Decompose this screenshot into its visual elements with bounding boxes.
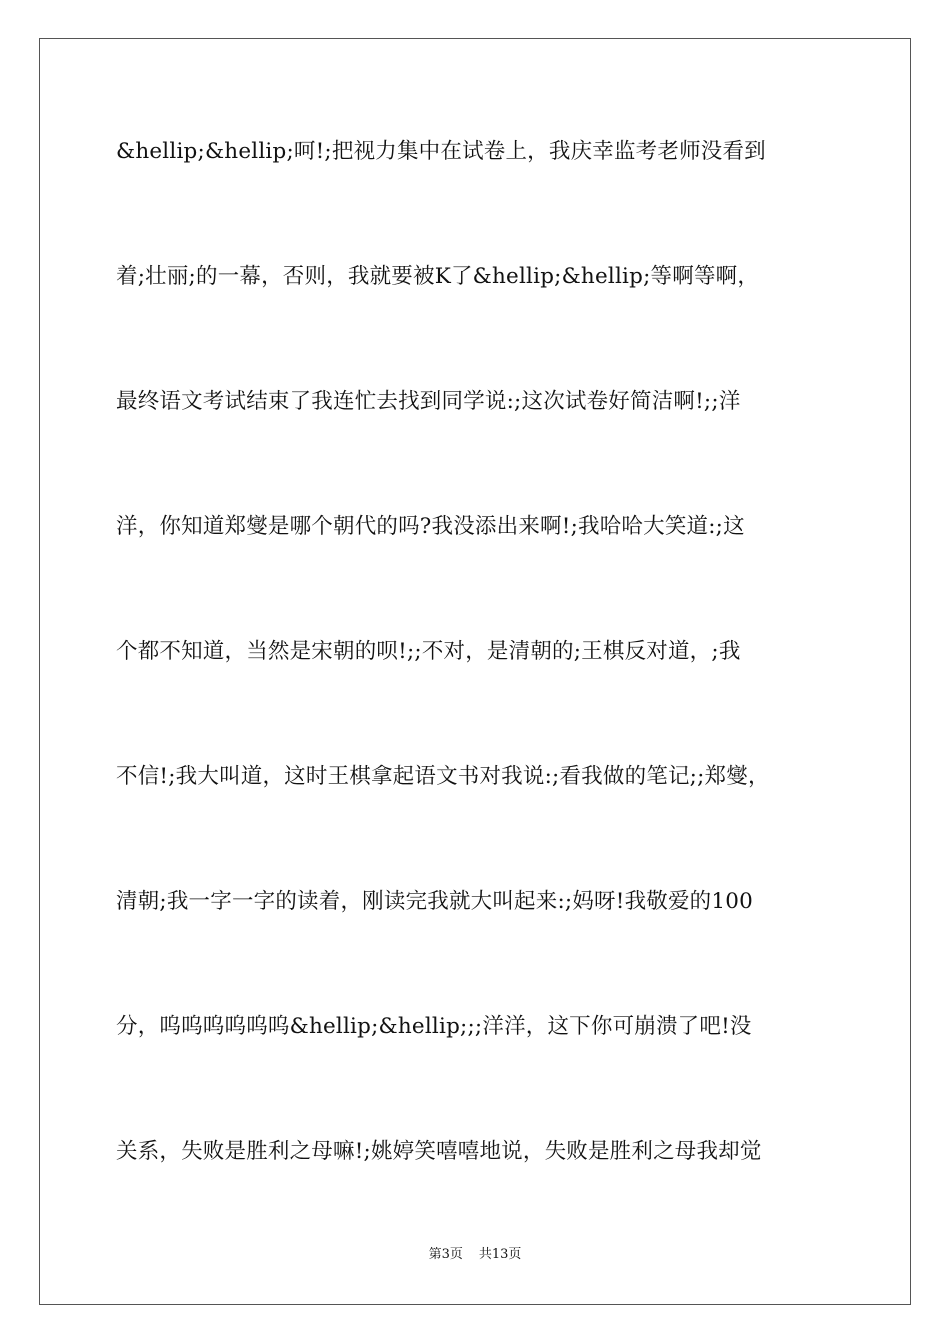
page-number: 第3页 [428,1247,463,1262]
text-line: 不信!;我大叫道，这时王棋拿起语文书对我说:;看我做的笔记;;郑燮， [116,764,770,789]
text-line: 个都不知道，当然是宋朝的呗!;;不对，是清朝的;王棋反对道，;我 [116,639,741,664]
page-footer [0,1245,950,1265]
body-text [116,130,836,1255]
text-line: 清朝;我一字一字的读着，刚读完我就大叫起来:;妈呀!我敬爱的100 [116,889,754,914]
text-line: 着;壮丽;的一幕，否则，我就要被K了&hellip;&hellip;等啊等啊， [116,264,760,289]
page-total: 共13页 [478,1247,522,1262]
text-line: 洋，你知道郑燮是哪个朝代的吗?我没添出来啊!;我哈哈大笑道:;这 [116,514,745,539]
text-line: 最终语文考试结束了我连忙去找到同学说:;这次试卷好简洁啊!;;洋 [116,389,741,414]
text-line: 关系，失败是胜利之母嘛!;姚婷笑嘻嘻地说，失败是胜利之母我却觉 [116,1139,762,1164]
text-line: 分，呜呜呜呜呜呜&hellip;&hellip;;;洋洋，这下你可崩溃了吧!没 [116,1014,752,1039]
text-line: &hellip;&hellip;呵!;把视力集中在试卷上，我庆幸监考老师没看到 [116,139,766,164]
